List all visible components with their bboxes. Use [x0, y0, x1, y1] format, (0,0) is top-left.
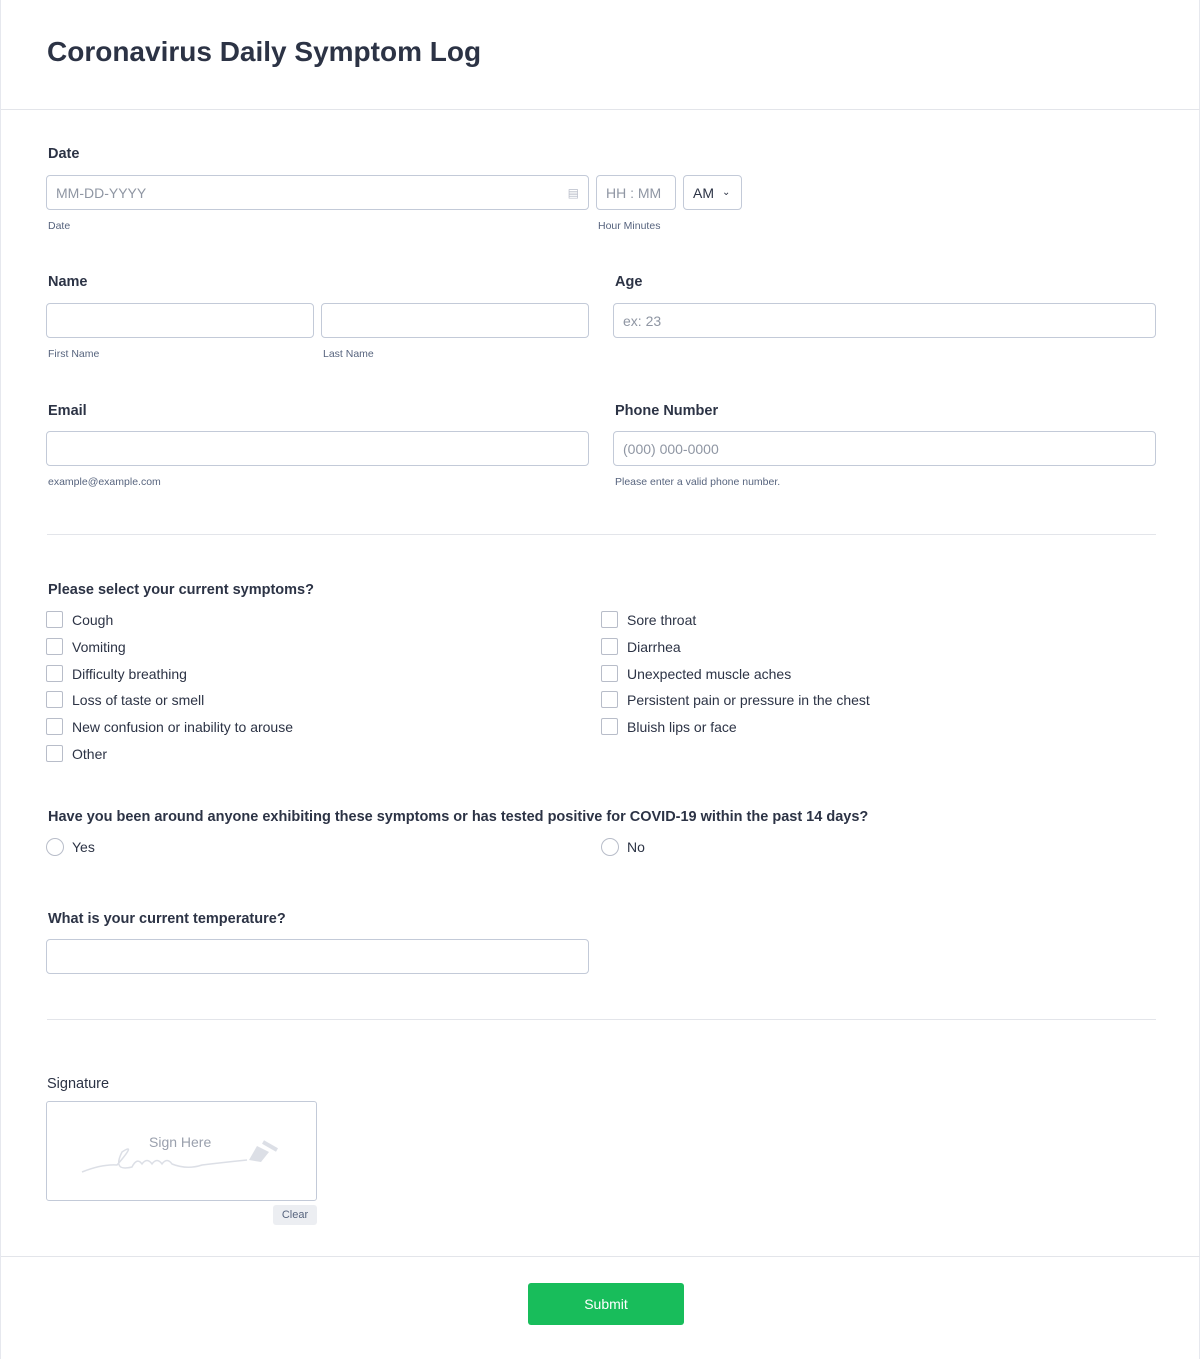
symptom-checkbox[interactable] [601, 718, 618, 735]
symptom-option-label: Unexpected muscle aches [627, 665, 792, 682]
divider [1, 1256, 1200, 1257]
date-input[interactable] [46, 175, 589, 210]
email-input[interactable] [46, 431, 589, 466]
symptoms-label: Please select your current symptoms? [48, 582, 314, 598]
time-sublabel: Hour Minutes [598, 220, 661, 232]
email-sublabel: example@example.com [48, 476, 161, 488]
phone-input[interactable]: (000) 000-0000 [613, 431, 1156, 466]
symptom-option-label: Sore throat [627, 612, 697, 628]
symptom-checkbox[interactable] [46, 638, 63, 655]
symptom-checkbox[interactable] [46, 691, 63, 708]
ampm-select[interactable] [683, 175, 742, 210]
temperature-input[interactable] [46, 939, 589, 974]
age-input[interactable]: ex: 23 [613, 303, 1156, 338]
symptom-checkbox[interactable] [46, 718, 63, 735]
first-name-sublabel: First Name [48, 348, 100, 360]
symptom-option-label: Bluish lips or face [627, 719, 737, 736]
symptom-option-label: Cough [72, 612, 114, 628]
symptom-option-label: Other [72, 746, 108, 762]
chevron-down-icon: ⌄ [722, 187, 731, 198]
symptom-option-label: Vomiting [72, 638, 126, 655]
last-name-input[interactable] [321, 303, 589, 338]
date-label: Date [48, 146, 80, 162]
first-name-input[interactable] [46, 303, 314, 338]
symptom-checkbox[interactable] [601, 611, 618, 628]
divider [47, 1019, 1156, 1020]
symptom-checkbox[interactable] [601, 638, 618, 655]
phone-sublabel: Please enter a valid phone number. [615, 476, 781, 488]
temperature-label: What is your current temperature? [48, 911, 286, 927]
page-title: Coronavirus Daily Symptom Log [47, 36, 482, 67]
email-label: Email [48, 403, 87, 419]
signature-pad[interactable] [46, 1101, 317, 1201]
date-placeholder: MM-DD-YYYY [56, 184, 147, 201]
submit-button[interactable]: Submit [528, 1283, 684, 1325]
symptom-checkbox[interactable] [601, 691, 618, 708]
phone-label: Phone Number [615, 403, 719, 419]
symptom-option-label: Difficulty breathing [72, 665, 187, 682]
symptom-checkbox[interactable] [601, 665, 618, 682]
signature-label: Signature [47, 1076, 110, 1092]
symptom-checkbox[interactable] [46, 745, 63, 762]
divider [47, 534, 1156, 535]
name-label: Name [48, 274, 88, 290]
radio-no-label: No [627, 839, 645, 855]
signature-placeholder: Sign Here [149, 1134, 212, 1150]
clear-signature-button[interactable]: Clear [273, 1205, 317, 1225]
ampm-value: AM [693, 184, 714, 201]
signature-scribble-icon [77, 1132, 287, 1177]
symptom-checkbox[interactable] [46, 665, 63, 682]
last-name-sublabel: Last Name [323, 348, 374, 360]
date-sublabel: Date [48, 220, 71, 232]
exposure-label: Have you been around anyone exhibiting these symptoms or has tested positive for COVID-19 within the past 14 days? [48, 809, 869, 825]
symptom-option-label: Loss of taste or smell [72, 692, 205, 709]
symptom-option-label: New confusion or inability to arouse [72, 719, 294, 736]
divider [1, 109, 1200, 110]
radio-yes-label: Yes [72, 839, 95, 855]
symptom-option-label: Persistent pain or pressure in the chest [627, 692, 870, 709]
age-label: Age [615, 274, 643, 290]
symptom-option-label: Diarrhea [627, 638, 681, 655]
time-input[interactable]: HH : MM [596, 175, 676, 210]
calendar-icon[interactable]: ▤ [567, 185, 579, 200]
radio-yes[interactable] [46, 838, 64, 856]
symptom-checkbox[interactable] [46, 611, 63, 628]
radio-no[interactable] [601, 838, 619, 856]
